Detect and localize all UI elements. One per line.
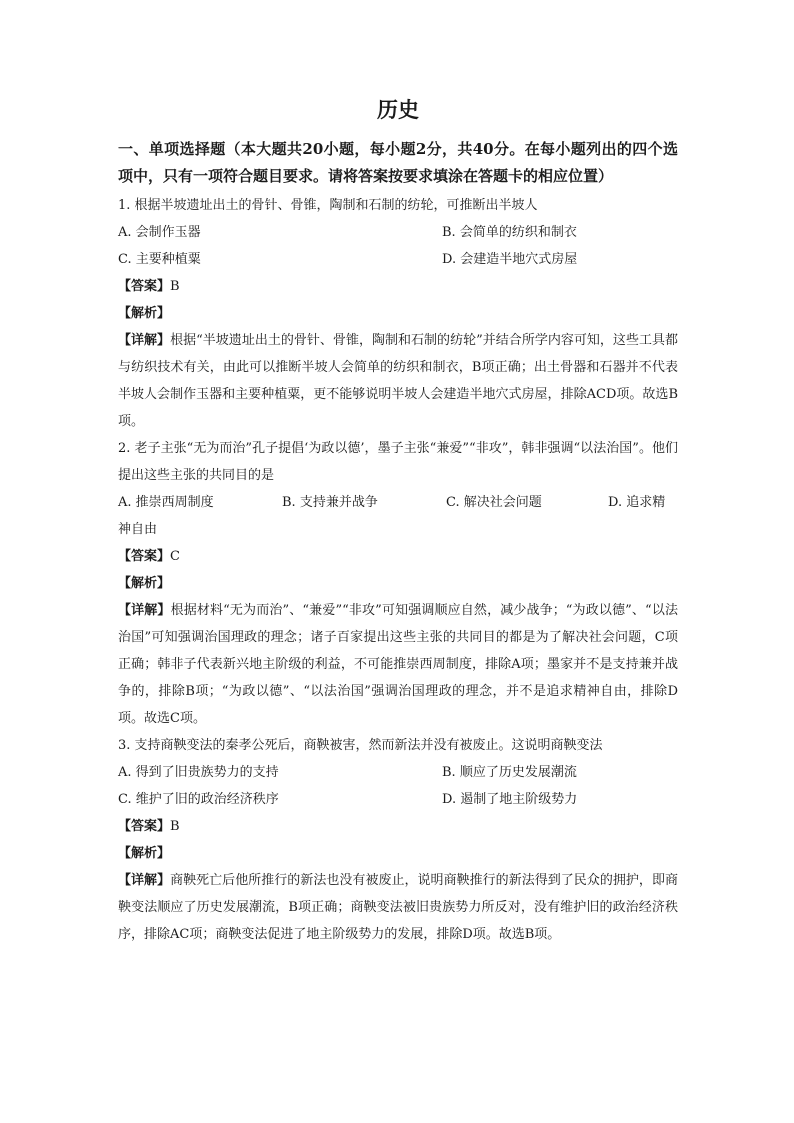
question-2 <box>118 435 678 732</box>
question-stem: 2. 老子主张“无为而治”孔子提倡‘为政以德’，墨子主张“兼爱”“非攻”，韩非强调“以法治国”。他们提出这些主张的共同目的是 <box>118 441 678 483</box>
option-d: D. 遏制了地主阶级势力 <box>442 792 578 807</box>
answer-line <box>118 813 678 840</box>
question-3 <box>118 732 678 948</box>
answer-value: B <box>170 279 180 294</box>
analysis-tag: 【解析】 <box>118 846 171 861</box>
analysis-tag: 【解析】 <box>118 576 171 591</box>
option-c: C. 解决社会问题 <box>446 495 542 510</box>
option-c: C. 维护了旧的政治经济秩序 <box>118 792 279 807</box>
option-b: B. 支持兼并战争 <box>282 495 378 510</box>
question-options <box>118 219 678 273</box>
detail-paragraph <box>118 867 678 948</box>
detail-tag: 【详解】 <box>118 603 171 618</box>
option-a: A. 得到了旧贵族势力的支持 <box>118 765 279 780</box>
answer-tag: 【答案】 <box>118 819 171 834</box>
option-d: D. 追求精 <box>608 495 666 510</box>
section-heading: 一、单项选择题（本大题共20小题，每小题2分，共40分。在每小题列出的四个选项中，只有一项符合题目要求。请将答案按要求填涂在答题卡的相应位置） <box>118 140 678 185</box>
option-d: D. 会建造半地穴式房屋 <box>442 252 578 267</box>
option-b: B. 会简单的纺织和制衣 <box>442 225 577 240</box>
detail-text: 根据“半坡遗址出土的骨针、骨锥，陶制和石制的纺轮”并结合所学内容可知，这些工具都与纺织技术有关，由此可以推断半坡人会简单的纺织和制衣，B项正确；出土骨器和石器并不代表半坡人会制作玉器和主要种植粟，更不能够说明半坡人会建造半地穴式房屋，排除ACD项。故选B项。 <box>118 333 678 429</box>
option-a: A. 推崇西周制度 <box>118 495 214 510</box>
detail-text: 商鞅死亡后他所推行的新法也没有被废止，说明商鞅推行的新法得到了民众的拥护，即商鞅变法顺应了历史发展潮流，B项正确；商鞅变法被旧贵族势力所反对，没有维护旧的政治经济秩序，排除AC项；商鞅变法促进了地主阶级势力的发展，排除D项。故选B项。 <box>118 873 678 942</box>
answer-value: B <box>170 819 180 834</box>
option-d-continuation: 神自由 <box>118 522 158 537</box>
question-options <box>118 489 678 516</box>
detail-tag: 【详解】 <box>118 333 171 348</box>
answer-value: C <box>170 549 180 564</box>
option-b: B. 顺应了历史发展潮流 <box>442 765 577 780</box>
detail-text: 根据材料“无为而治”、“兼爱”“非攻”可知强调顺应自然，减少战争；“为政以德”、“以法治国”可知强调治国理政的理念；诸子百家提出这些主张的共同目的都是为了解决社会问题，C项正确；韩非子代表新兴地主阶级的利益，不可能推崇西周制度，排除A项；墨家并不是支持兼并战争的，排除B项；“为政以德”、“以法治国”强调治国理政的理念，并不是追求精神自由，排除D项。故选C项。 <box>118 603 678 726</box>
page-title: 历史 <box>377 97 419 122</box>
answer-tag: 【答案】 <box>118 279 171 294</box>
question-stem: 3. 支持商鞅变法的秦孝公死后，商鞅被害，然而新法并没有被废止。这说明商鞅变法 <box>118 738 603 753</box>
question-1 <box>118 192 678 435</box>
detail-paragraph <box>118 597 678 732</box>
question-stem: 1. 根据半坡遗址出土的骨针、骨锥，陶制和石制的纺轮，可推断出半坡人 <box>118 198 538 213</box>
option-a: A. 会制作玉器 <box>118 225 201 240</box>
analysis-tag: 【解析】 <box>118 306 171 321</box>
question-options <box>118 759 678 813</box>
answer-line <box>118 543 678 570</box>
exam-page <box>118 96 678 948</box>
detail-tag: 【详解】 <box>118 873 171 888</box>
answer-line <box>118 273 678 300</box>
answer-tag: 【答案】 <box>118 549 171 564</box>
detail-paragraph <box>118 327 678 435</box>
option-c: C. 主要种植粟 <box>118 252 201 267</box>
